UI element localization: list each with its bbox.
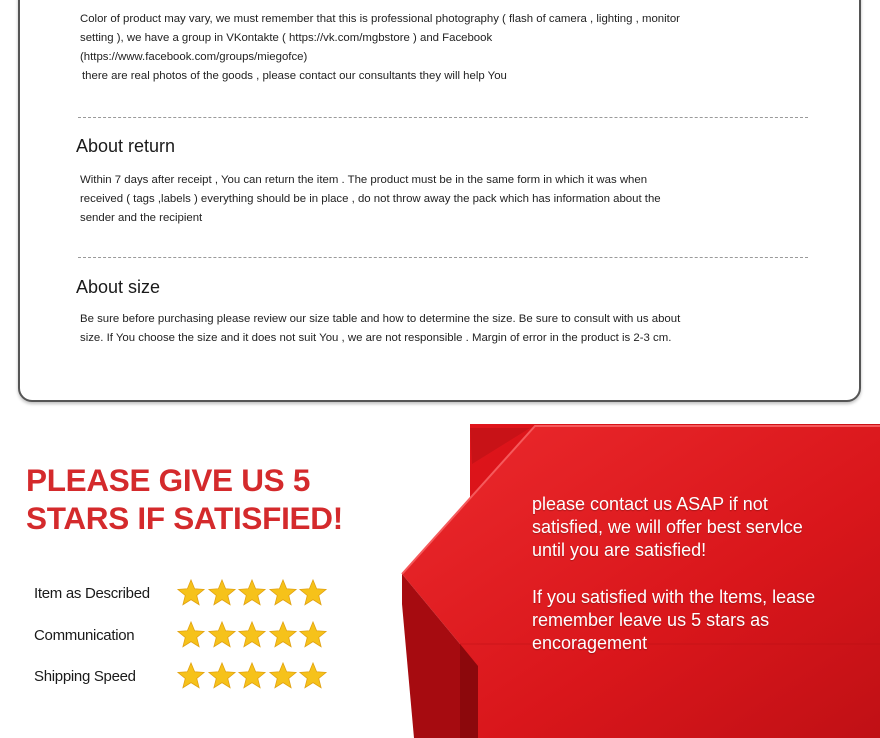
rating-item-as-described [34,576,329,610]
contact-message-line: satisfied, we will offer best servlce [532,517,803,537]
rating-label: Communication [34,626,135,644]
red-gift-box-image [400,404,880,738]
rating-label: Shipping Speed [34,667,136,685]
size-notice-line: size. If You choose the size and it does not suit You , we are not responsible . Margin of error in the product is 2-3 cm. [80,332,672,344]
info-card [18,0,861,402]
gift-box-illustration [400,404,880,738]
return-notice [80,171,815,228]
star-icon [268,578,298,608]
size-notice [80,310,815,348]
star-rating [176,661,329,691]
headline-line: PLEASE GIVE US 5 [26,462,311,498]
star-icon [268,661,298,691]
rating-communication [34,618,329,652]
color-notice-line: setting ), we have a group in VKontakte ( https://vk.com/mgbstore ) and Facebook [80,32,493,44]
star-icon [207,661,237,691]
color-notice [80,10,815,86]
star-icon [298,578,328,608]
rating-shipping-speed [34,659,329,693]
rating-label: Item as Described [34,584,150,602]
headline [26,461,343,537]
star-icon [298,661,328,691]
feedback-message [532,586,815,655]
star-icon [237,620,267,650]
star-icon [237,578,267,608]
star-icon [176,661,206,691]
feedback-message-line: encoragement [532,633,648,653]
return-notice-line: received ( tags ,labels ) everything should be in place , do not throw away the pack which has information about the [80,193,661,205]
star-icon [176,620,206,650]
star-icon [176,578,206,608]
return-notice-line: sender and the recipient [80,212,203,224]
contact-message-line: until you are satisfied! [532,540,707,560]
star-icon [207,620,237,650]
size-notice-line: Be sure before purchasing please review our size table and how to determine the size. Be sure to consult with us about [80,313,681,325]
headline-line: STARS IF SATISFIED! [26,500,343,536]
color-notice-line: there are real photos of the goods , please contact our consultants they will help You [82,70,507,82]
return-notice-line: Within 7 days after receipt , You can return the item . The product must be in the same form in which it was when [80,174,648,186]
feedback-message-line: remember leave us 5 stars as [532,610,770,630]
feedback-message-line: If you satisfied with the ltems, lease [532,587,816,607]
dashed-divider [78,257,808,258]
return-heading: About return [76,136,176,156]
star-icon [268,620,298,650]
size-heading: About size [76,277,161,297]
feedback-banner [0,404,880,738]
contact-message [532,493,803,562]
color-notice-line: (https://www.facebook.com/groups/miegofce) [80,51,308,63]
star-icon [237,661,267,691]
star-rating [176,620,329,650]
dashed-divider [78,117,808,118]
star-rating [176,578,329,608]
color-notice-line: Color of product may vary, we must remember that this is professional photography ( flash of camera , lighting , monitor [80,13,680,25]
star-icon [207,578,237,608]
contact-message-line: please contact us ASAP if not [532,494,768,514]
star-icon [298,620,328,650]
